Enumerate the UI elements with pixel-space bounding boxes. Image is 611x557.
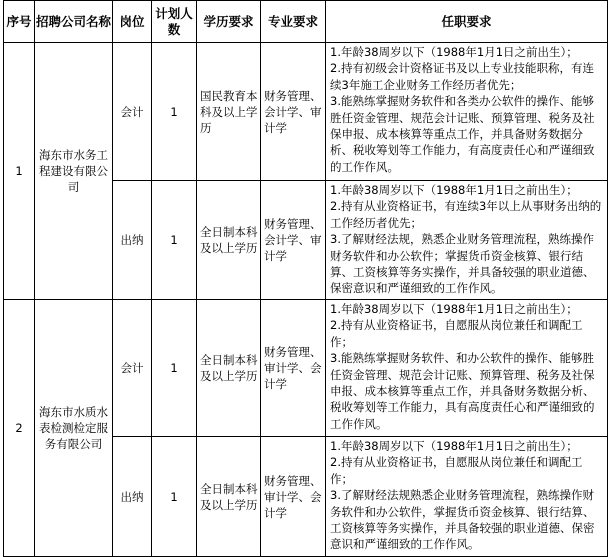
header-requirements: 任职要求 <box>326 1 608 43</box>
company-name: 海东市水质水表检测检定服务有限公司 <box>35 300 113 557</box>
requirement-item: 2.持有从业资格证书，自愿服从岗位兼任和调配工作； <box>330 455 583 486</box>
requirement-item: 2.持有初级会计资格证书及以上专业技能职称，有连续3年施工企业财务工作经历者优先； <box>330 61 594 92</box>
requirement-item: 1.年龄38周岁以下（1988年1月1日之前出生）； <box>330 439 578 453</box>
requirement-item: 3.能熟练掌握财务软件、和办公软件的操作、能够胜任资金管理、规范会计记账、预算管理、税务及社保申报、成本核算等重点工作，并具备财务数据分析、税收筹划等工作能力，具有高度责任心和严谨细致的工作作风。 <box>330 351 595 431</box>
position-count: 1 <box>152 43 197 181</box>
major-requirement: 财务管理、会计学、审计学 <box>261 43 326 181</box>
position-count: 1 <box>152 437 197 557</box>
table-row <box>4 300 608 437</box>
header-position: 岗位 <box>113 1 152 43</box>
position-title: 出纳 <box>113 437 152 557</box>
requirement-item: 1.年龄38周岁以下（1988年1月1日之前出生）； <box>330 45 578 59</box>
position-title: 出纳 <box>113 181 152 300</box>
education-requirement: 全日制本科及以上学历 <box>197 437 261 557</box>
header-count: 计划人数 <box>152 1 197 43</box>
education-requirement: 全日制本科及以上学历 <box>197 300 261 437</box>
position-count: 1 <box>152 300 197 437</box>
header-education: 学历要求 <box>197 1 261 43</box>
position-title: 会计 <box>113 43 152 181</box>
major-requirement: 财务管理、会计学、审计学 <box>261 181 326 300</box>
company-name: 海东市水务工程建设有限公司 <box>35 43 113 300</box>
row-index: 1 <box>4 43 35 300</box>
header-company: 招聘公司名称 <box>35 1 113 43</box>
table-row <box>4 43 608 181</box>
row-index: 2 <box>4 300 35 557</box>
requirement-item: 3.了解财经法规，熟悉企业财务管理流程，熟练操作财务软件和办公软件；掌握货币资金核算、银行结算、工资核算等务实操作，并具备较强的职业道德、保密意识和严谨细致的工作作风。 <box>330 232 595 296</box>
requirement-item: 3.了解财经法规熟悉企业财务管理流程，熟练操作财务软件和办公软件，掌握货币资金核算、银行结算、工资核算等务实操作，并具备较强的职业道德、保密意识和严谨细致的工作作风。 <box>330 488 595 552</box>
education-requirement: 国民教育本科及以上学历 <box>197 43 261 181</box>
header-row <box>4 1 608 43</box>
job-requirements <box>326 437 608 557</box>
job-requirements <box>326 300 608 437</box>
major-requirement: 财务管理、审计学、会计学 <box>261 437 326 557</box>
education-requirement: 全日制本科及以上学历 <box>197 181 261 300</box>
header-index: 序号 <box>4 1 35 43</box>
requirement-item: 3.能熟练掌握财务软件和各类办公软件的操作、能够胜任资金管理、规范会计记账、预算管理、税务及社保申报、成本核算等重点工作，并具备财务数据分析、税收筹划等工作能力，有高度责任心和严谨细致的工作作风。 <box>330 94 595 174</box>
position-count: 1 <box>152 181 197 300</box>
job-requirements <box>326 181 608 300</box>
job-requirements <box>326 43 608 181</box>
requirement-item: 1.年龄38周岁以下（1988年1月1日之前出生）； <box>330 302 578 316</box>
header-major: 专业要求 <box>261 1 326 43</box>
requirement-item: 2.持有从业资格证书，自愿服从岗位兼任和调配工作； <box>330 318 583 349</box>
requirement-item: 2.持有从业资格证书，有连续3年以上从事财务出纳的工作经历者优先； <box>330 199 602 230</box>
recruitment-table <box>3 0 608 557</box>
requirement-item: 1.年龄38周岁以下（1988年1月1日之前出生）； <box>330 183 578 197</box>
position-title: 会计 <box>113 300 152 437</box>
major-requirement: 财务管理、审计学、会计学 <box>261 300 326 437</box>
